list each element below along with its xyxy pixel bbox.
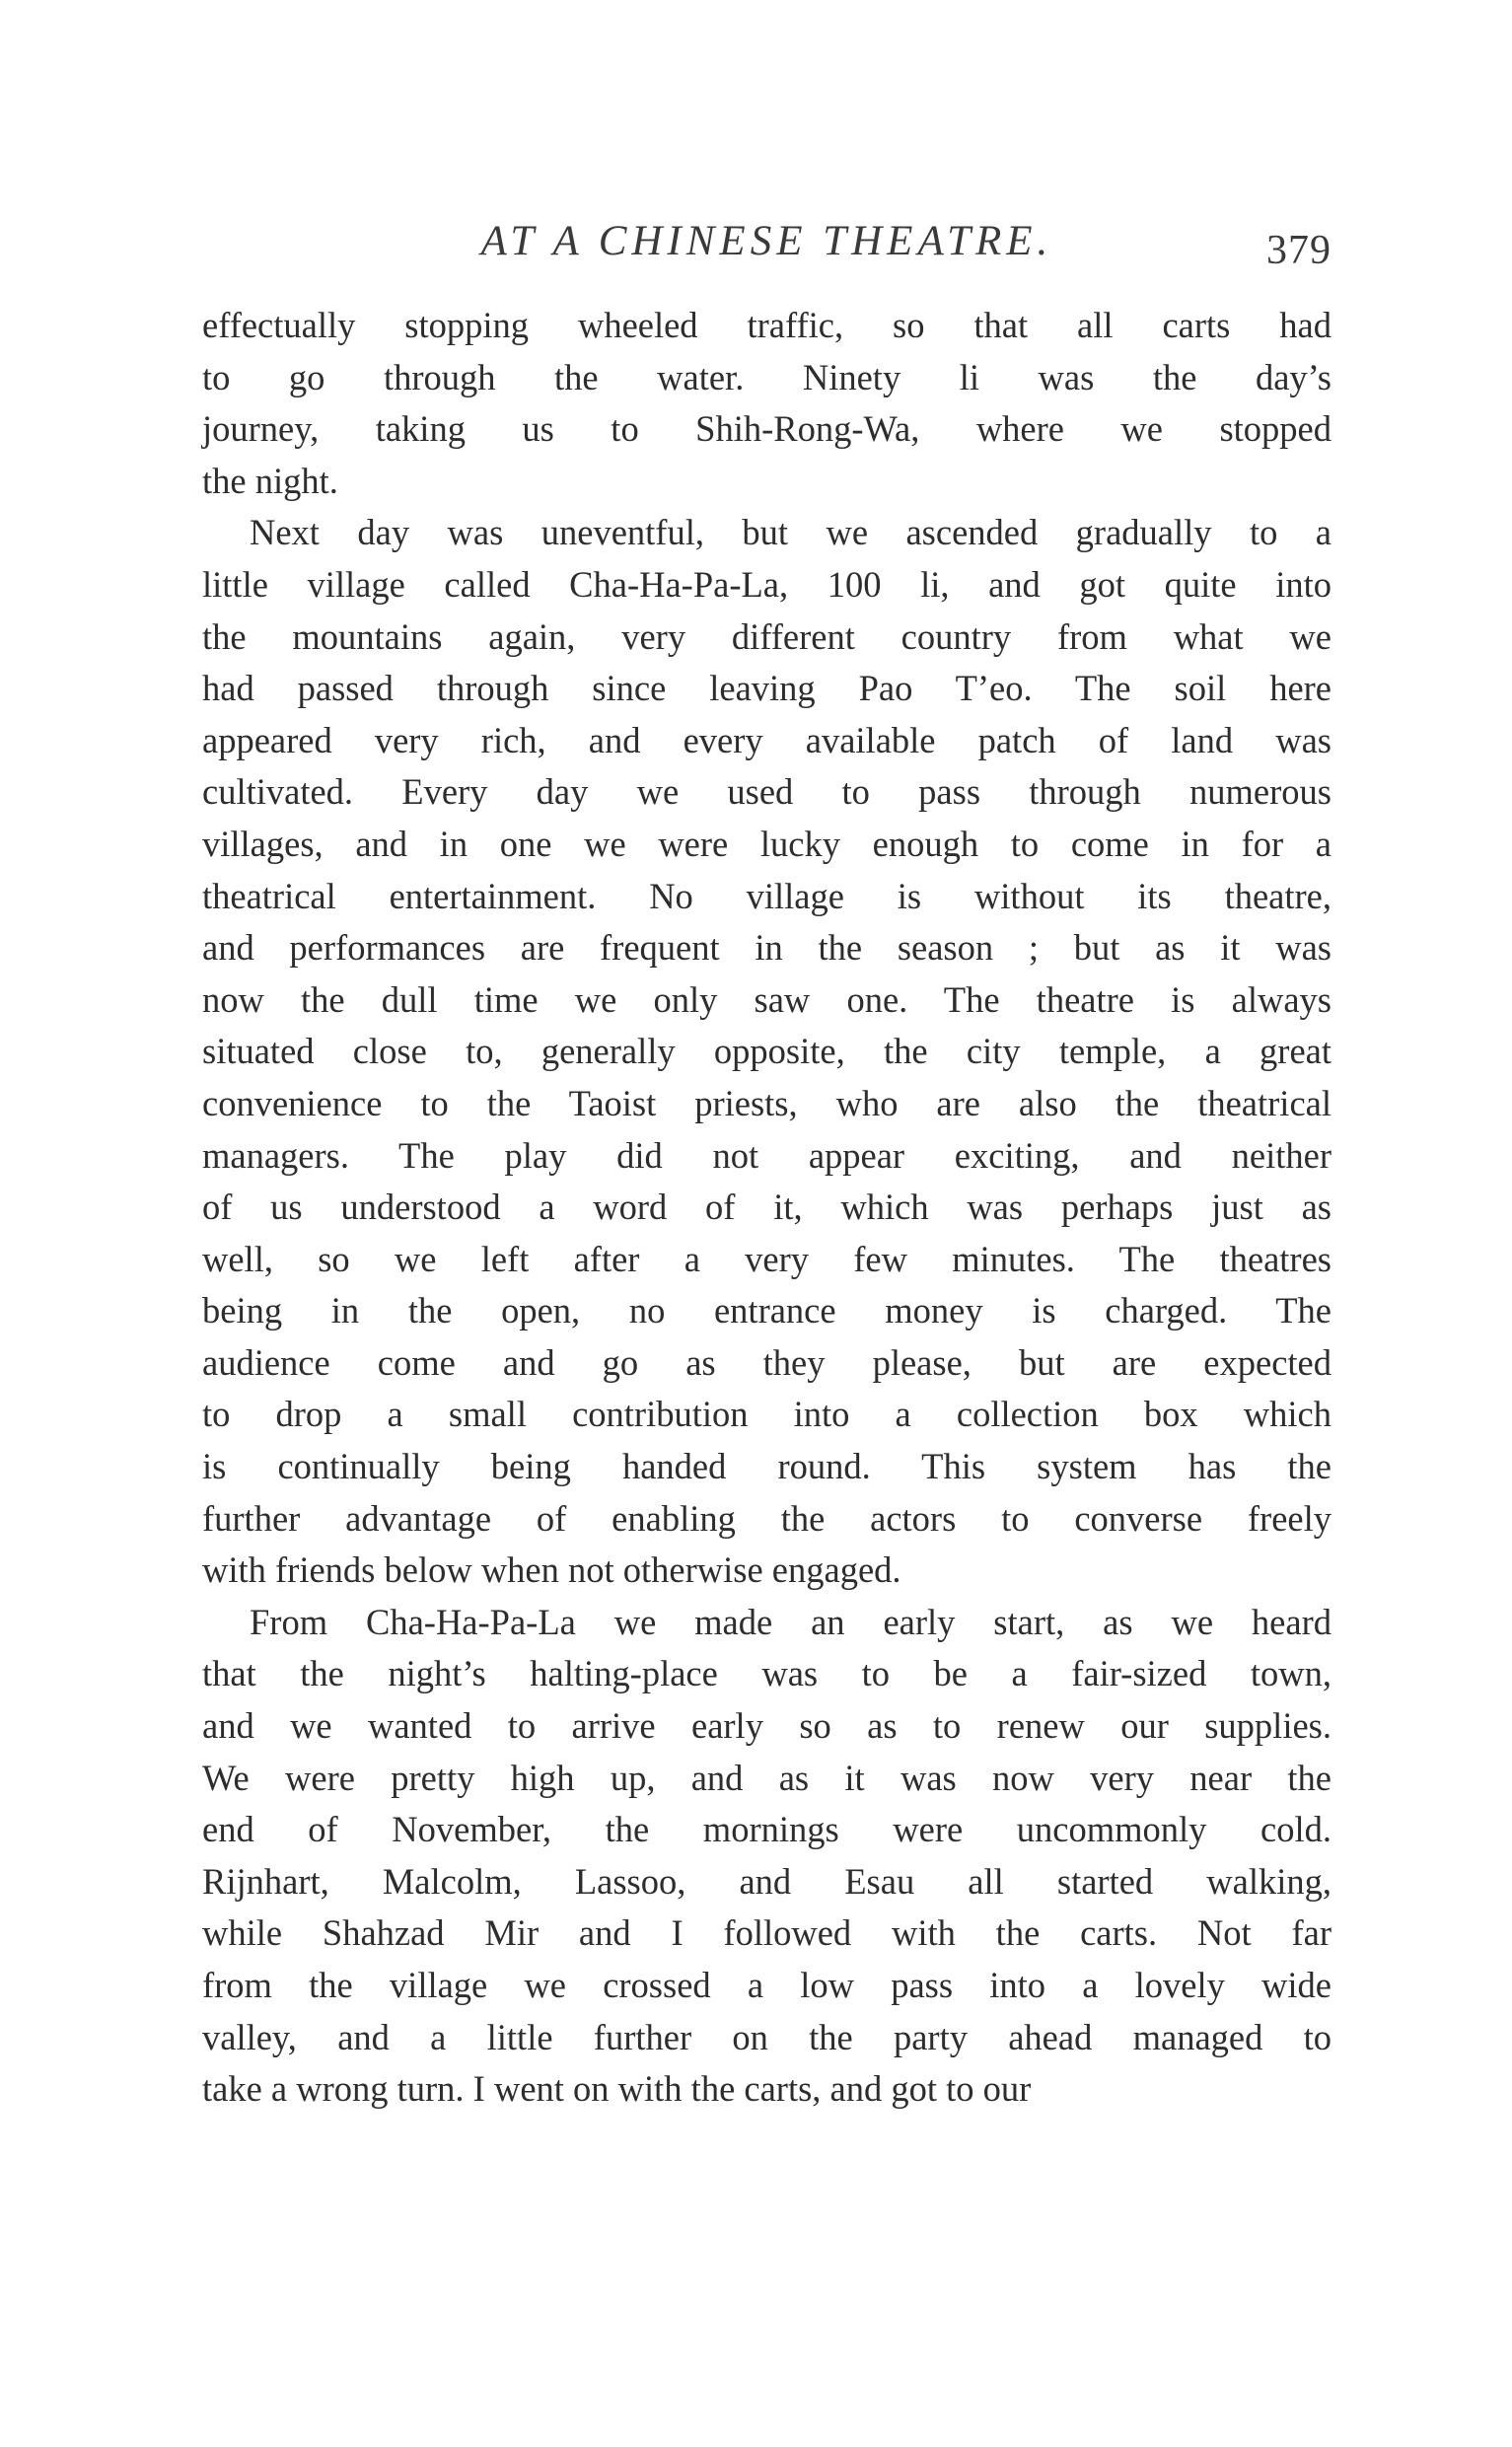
text-line: cultivated. Every day we used to pass through numerous xyxy=(202,771,1332,813)
text-line: with friends below when not otherwise engaged. xyxy=(202,1549,901,1591)
text-line: situated close to, generally opposite, the city temple, a great xyxy=(202,1031,1332,1072)
text-line: valley, and a little further on the party ahead managed to xyxy=(202,2016,1332,2057)
text-line: further advantage of enabling the actors to converse freely xyxy=(202,1497,1332,1539)
text-line: had passed through since leaving Pao T’eo. The soil here xyxy=(202,668,1332,709)
text-line: journey, taking us to Shih-Rong-Wa, where we stopped xyxy=(202,408,1332,450)
text-line: and we wanted to arrive early so as to renew our supplies. xyxy=(202,1705,1332,1747)
paragraph xyxy=(202,300,1332,507)
text-line: end of November, the mornings were uncommonly cold. xyxy=(202,1809,1332,1850)
text-line: effectually stopping wheeled traffic, so that all carts had xyxy=(202,305,1332,345)
text-line: From Cha-Ha-Pa-La we made an early start, as we heard xyxy=(250,1601,1332,1642)
text-line: while Shahzad Mir and I followed with the carts. Not far xyxy=(202,1912,1332,1954)
text-line: that the night’s halting-place was to be a fair-sized town, xyxy=(202,1653,1332,1694)
text-line: well, so we left after a very few minutes. The theatres xyxy=(202,1238,1332,1279)
text-line: the night. xyxy=(202,460,338,501)
text-line: of us understood a word of it, which was perhaps just as xyxy=(202,1187,1332,1228)
page-header xyxy=(202,205,1332,284)
text-line: Rijnhart, Malcolm, Lassoo, and Esau all started walking, xyxy=(202,1860,1332,1902)
text-line: little village called Cha-Ha-Pa-La, 100 li, and got quite into xyxy=(202,563,1332,605)
text-line: to go through the water. Ninety li was the day’s xyxy=(202,356,1332,397)
body-text xyxy=(202,300,1332,2116)
text-line: managers. The play did not appear exciting, and neither xyxy=(202,1134,1332,1176)
text-line: from the village we crossed a low pass into a lovely wide xyxy=(202,1965,1332,2005)
text-line: to drop a small contribution into a collection box which xyxy=(202,1394,1332,1435)
paragraph xyxy=(202,507,1332,1596)
text-line: convenience to the Taoist priests, who are also the theatrical xyxy=(202,1082,1332,1123)
paragraph xyxy=(202,1597,1332,2116)
text-line: villages, and in one we were lucky enough to come in for a xyxy=(202,823,1332,864)
text-line: Next day was uneventful, but we ascended gradually to a xyxy=(250,512,1332,553)
text-line: and performances are frequent in the season ; but as it was xyxy=(202,927,1332,969)
text-line: being in the open, no entrance money is charged. The xyxy=(202,1290,1332,1331)
page-number: 379 xyxy=(1266,228,1332,273)
text-line: is continually being handed round. This system has the xyxy=(202,1446,1332,1487)
text-line: appeared very rich, and every available patch of land was xyxy=(202,719,1332,760)
text-line: the mountains again, very different country from what we xyxy=(202,615,1332,657)
text-line: audience come and go as they please, but are expected xyxy=(202,1341,1332,1383)
running-head: AT A CHINESE THEATRE. xyxy=(480,218,1053,264)
text-line: take a wrong turn. I went on with the carts, and got to our xyxy=(202,2068,1032,2110)
text-line: now the dull time we only saw one. The theatre is always xyxy=(202,978,1332,1020)
text-line: We were pretty high up, and as it was now very near the xyxy=(202,1757,1332,1798)
text-line: theatrical entertainment. No village is without its theatre, xyxy=(202,875,1332,916)
